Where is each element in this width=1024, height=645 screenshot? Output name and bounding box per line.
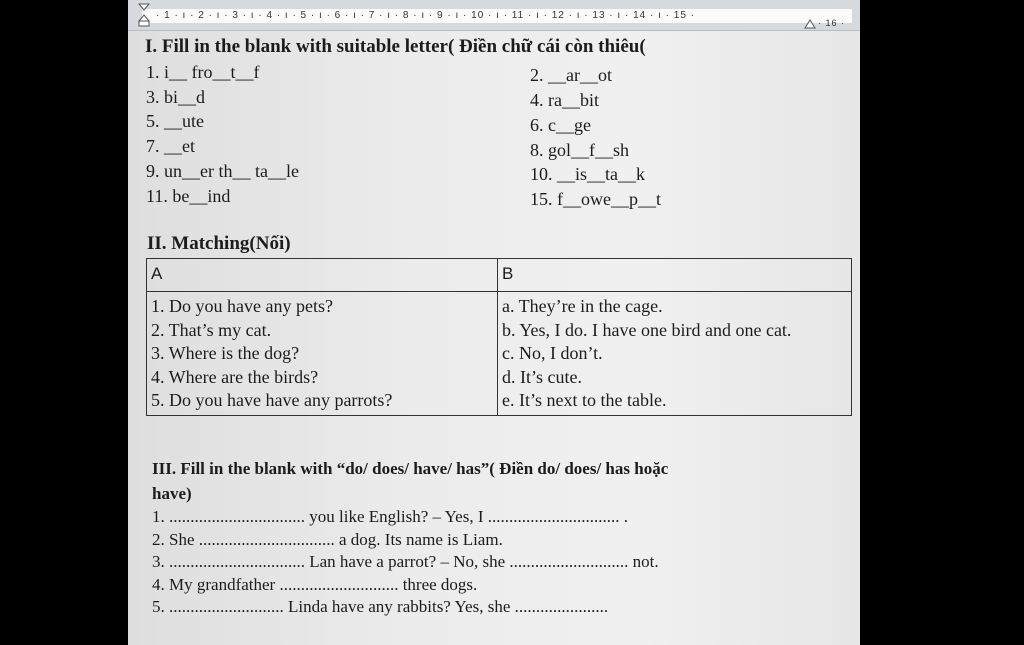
section2-title: II. Matching(Nối) bbox=[147, 233, 291, 254]
fill-line: 2. She ................................ a dog. Its name is Liam. bbox=[152, 530, 503, 549]
column-a-header bbox=[147, 259, 498, 292]
section3-title-cont: have) bbox=[152, 484, 192, 503]
column-a-cell bbox=[147, 292, 498, 416]
fill-item: 15. f__owe__p__t bbox=[530, 189, 661, 209]
question-item: 2. That’s my cat. bbox=[151, 319, 272, 340]
answer-item: a. They’re in the cage. bbox=[502, 296, 663, 316]
fill-item: 5. __ute bbox=[146, 111, 204, 131]
column-b-header bbox=[498, 259, 852, 292]
answer-item: c. No, I don’t. bbox=[502, 343, 603, 364]
section1-title: I. Fill in the blank with suitable letter( Điền chữ cái còn thiêu( bbox=[145, 36, 646, 57]
ruler-track bbox=[142, 9, 852, 23]
section3-title: III. Fill in the blank with “do/ does/ have/ has”( Điền do/ does/ has hoặc bbox=[152, 459, 669, 478]
document-page bbox=[128, 0, 860, 645]
matching-table bbox=[146, 258, 852, 416]
fill-line: 5. ........................... Linda have any rabbits? Yes, she ...................... bbox=[152, 597, 609, 616]
fill-item: 1. i__ fro__t__f bbox=[146, 62, 260, 82]
fill-item: 3. bi__d bbox=[146, 87, 206, 107]
question-item: 5. Do you have have any parrots? bbox=[151, 390, 393, 411]
fill-line: 1. ................................ you like English? – Yes, I ............................... . bbox=[152, 507, 628, 526]
fill-item: 8. gol__f__sh bbox=[530, 140, 629, 160]
answer-item: d. It’s cute. bbox=[502, 366, 582, 387]
indent-marker-icon[interactable] bbox=[138, 3, 148, 25]
column-b-cell bbox=[498, 292, 852, 416]
fill-item: 2. __ar__ot bbox=[530, 65, 612, 85]
fill-item: 10. __is__ta__k bbox=[530, 164, 645, 184]
fill-item: 6. c__ge bbox=[530, 115, 591, 135]
answer-item: e. It’s next to the table. bbox=[502, 390, 667, 411]
fill-line: 3. ................................ Lan have a parrot? – No, she ............................ not. bbox=[152, 552, 659, 571]
column-b-header-text: B bbox=[502, 264, 514, 283]
fill-item: 7. __et bbox=[146, 136, 195, 156]
column-a-header-text: A bbox=[151, 264, 163, 283]
fill-item: 11. be__ind bbox=[146, 186, 231, 206]
ruler-end-mark: · 16 · bbox=[818, 18, 846, 28]
question-item: 4. Where are the birds? bbox=[151, 366, 319, 387]
answer-item: b. Yes, I do. I have one bird and one cat. bbox=[502, 319, 792, 340]
ruler-marks: · 1 · ı · 2 · ı · 3 · ı · 4 · ı · 5 · ı · 6 · ı · 7 · ı · 8 · ı · 9 · ı · 10 · ı · 11 · ı · 12 · ı · 13 · ı · 14 · ı · 15 · bbox=[156, 10, 695, 21]
question-item: 3. Where is the dog? bbox=[151, 343, 300, 364]
fill-item: 4. ra__bit bbox=[530, 90, 599, 110]
question-item: 1. Do you have any pets? bbox=[151, 296, 333, 316]
fill-line: 4. My grandfather ............................ three dogs. bbox=[152, 575, 478, 594]
horizontal-ruler[interactable] bbox=[128, 0, 860, 31]
right-indent-icon[interactable] bbox=[804, 16, 816, 31]
fill-item: 9. un__er th__ ta__le bbox=[146, 161, 299, 181]
